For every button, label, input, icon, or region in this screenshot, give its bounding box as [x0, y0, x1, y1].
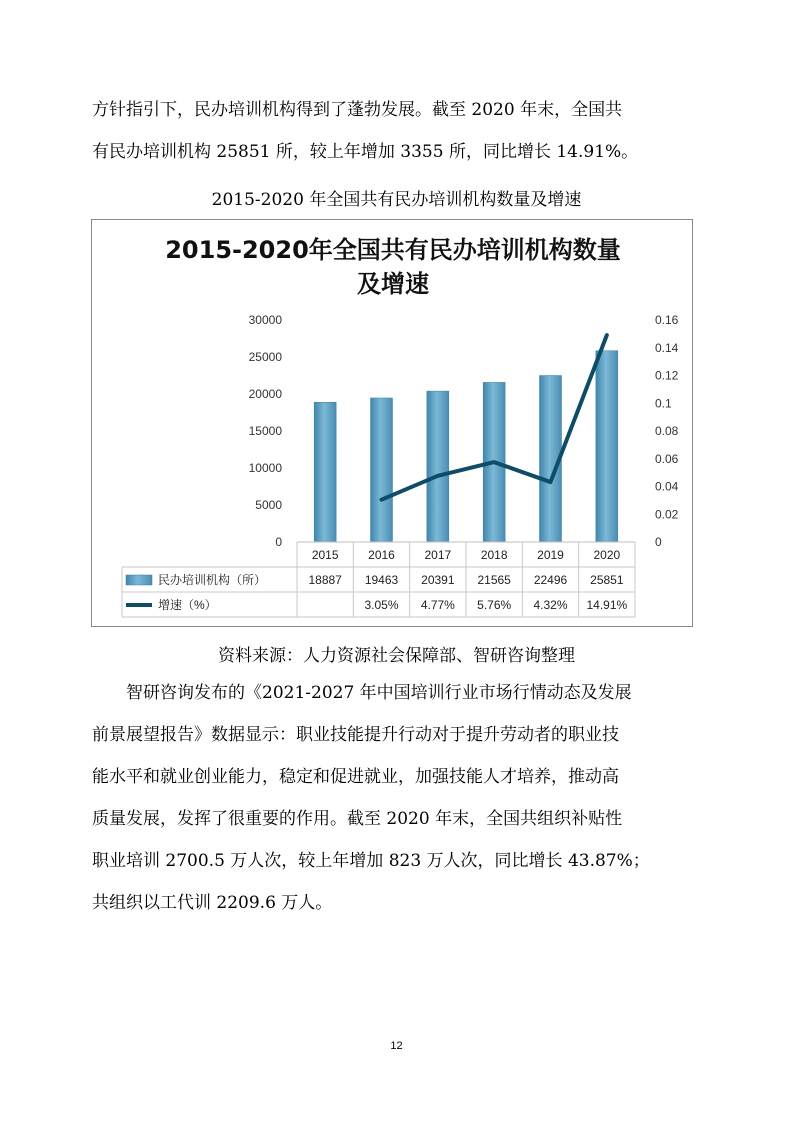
right-axis-tick-label: 0.08 [655, 424, 679, 438]
paragraph-line: 质量发展，发挥了很重要的作用。截至 2020 年末，全国共组织补贴性 [92, 809, 623, 829]
data-label-民办培训机构: 19463 [364, 573, 399, 587]
left-axis-tick-label: 5000 [255, 498, 282, 512]
category-label: 2016 [368, 548, 395, 562]
right-axis-tick-label: 0.16 [655, 313, 679, 327]
line-point-增速 [605, 334, 608, 337]
right-axis-tick-label: 0.02 [655, 507, 679, 522]
right-axis-tick-label: 0.1 [655, 396, 672, 411]
right-axis-tick-label: 0.04 [655, 479, 679, 494]
data-label-增速: 4.32% [533, 598, 568, 612]
data-label-民办培训机构: 21565 [477, 573, 511, 587]
bar-民办培训机构-2016 [371, 398, 393, 542]
paragraph-line: 前景展望报告》数据显示：职业技能提升行动对于提升劳动者的职业技 [92, 725, 619, 745]
figure-caption: 2015-2020 年全国共有民办培训机构数量及增速 [211, 190, 582, 210]
left-axis-tick-label: 30000 [248, 313, 282, 327]
chart-title: 及增速 [357, 270, 429, 298]
left-axis-tick-label: 0 [275, 535, 282, 549]
left-axis-tick-label: 10000 [248, 461, 282, 475]
page-number: 12 [390, 1040, 403, 1052]
data-label-民办培训机构: 18887 [308, 573, 342, 587]
source-caption: 资料来源：人力资源社会保障部、智研咨询整理 [218, 646, 575, 666]
right-axis-tick-label: 0 [655, 535, 662, 549]
right-axis-tick-label: 0.06 [655, 451, 679, 466]
line-point-增速 [493, 461, 496, 464]
right-axis-tick-label: 0.14 [655, 340, 679, 355]
legend-swatch-民办培训机构 [126, 575, 152, 585]
legend-label-增速: 增速（%） [158, 598, 217, 612]
data-label-增速: 3.05% [364, 598, 399, 612]
paragraph-line: 方针指引下，民办培训机构得到了蓬勃发展。截至 2020 年末，全国共 [92, 100, 623, 120]
data-label-增速: 5.76% [477, 598, 512, 612]
paragraph-line: 有民办培训机构 25851 所，较上年增加 3355 所，同比增长 14.91%。 [92, 142, 639, 162]
data-label-增速: 14.91% [586, 598, 628, 612]
data-label-民办培训机构: 25851 [590, 573, 624, 587]
line-point-增速 [436, 474, 439, 477]
bar-民办培训机构-2015 [314, 402, 336, 542]
line-point-增速 [380, 498, 383, 501]
chart-title: 2015-2020年全国共有民办培训机构数量 [165, 236, 621, 264]
left-axis-tick-label: 25000 [248, 350, 282, 364]
category-label: 2020 [593, 548, 621, 562]
paragraph-line: 智研咨询发布的《2021-2027 年中国培训行业市场行情动态及发展 [126, 683, 632, 703]
chart-figure [91, 219, 693, 627]
bar-民办培训机构-2020 [596, 351, 618, 542]
data-label-民办培训机构: 22496 [533, 573, 568, 587]
category-label: 2019 [537, 548, 564, 562]
category-label: 2015 [311, 548, 339, 562]
paragraph-line: 职业培训 2700.5 万人次，较上年增加 823 万人次，同比增长 43.87%； [92, 851, 650, 871]
category-label: 2018 [480, 548, 508, 562]
chart-svg [92, 220, 692, 626]
bar-民办培训机构-2017 [427, 391, 449, 542]
data-label-民办培训机构: 20391 [421, 573, 455, 587]
right-axis-tick-label: 0.12 [655, 368, 679, 383]
legend-label-民办培训机构: 民办培训机构（所） [158, 573, 267, 587]
left-axis-tick-label: 20000 [248, 387, 282, 401]
paragraph-line: 能水平和就业创业能力，稳定和促进就业，加强技能人才培养，推动高 [92, 767, 619, 787]
data-label-增速: 4.77% [420, 598, 455, 612]
line-point-增速 [549, 481, 552, 484]
category-label: 2017 [424, 548, 452, 562]
paragraph-line: 共组织以工代训 2209.6 万人。 [92, 893, 333, 913]
left-axis-tick-label: 15000 [248, 424, 282, 438]
